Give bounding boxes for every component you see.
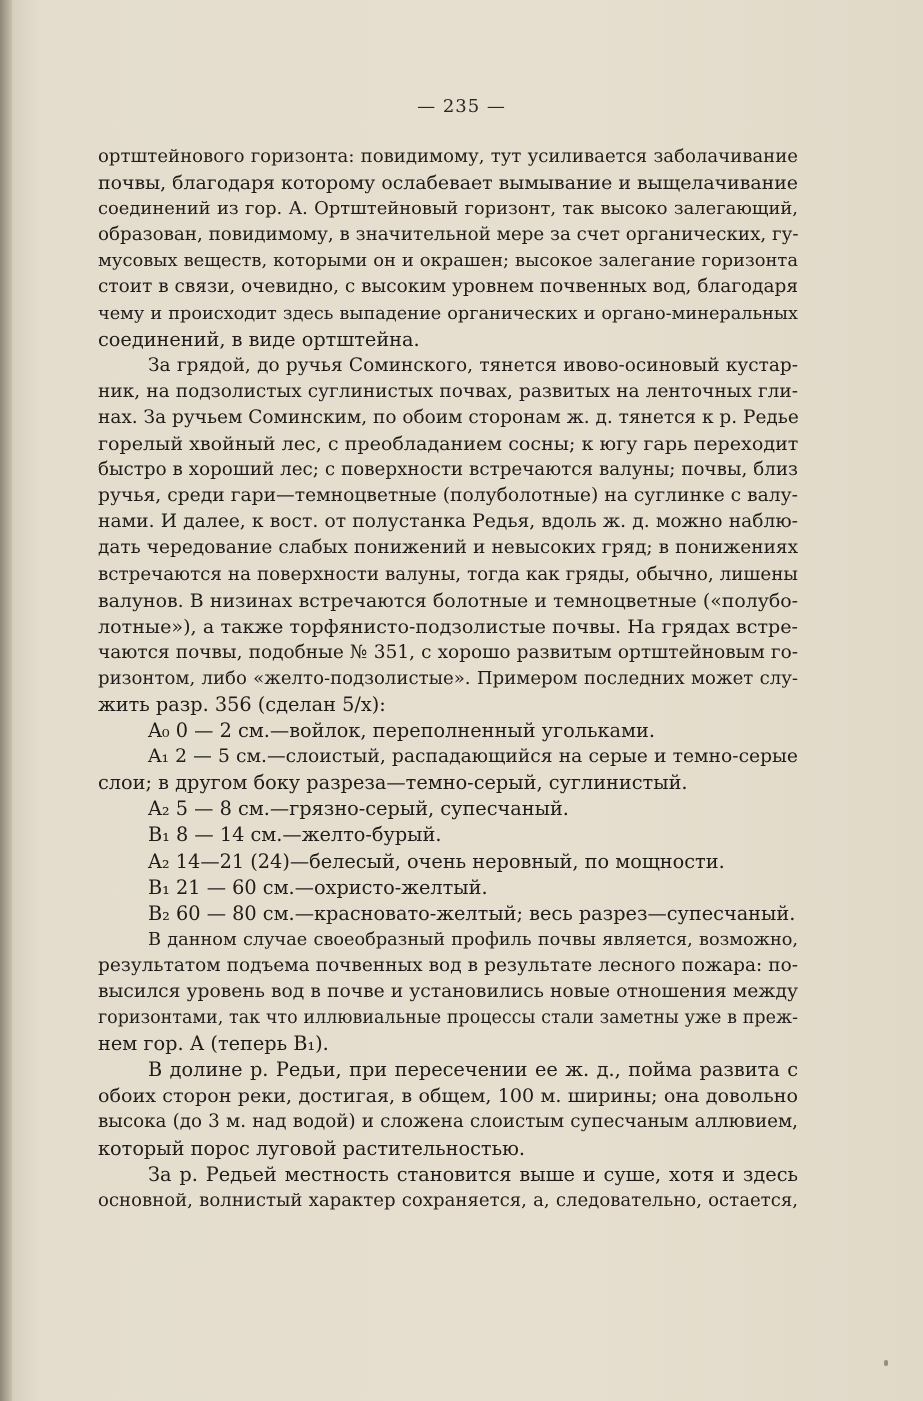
text-line: валунов. В низинах встречаются болотные и темноцветные («полубо- <box>98 589 798 612</box>
body-text <box>98 144 798 1214</box>
text-line: ник, на подзолистых суглинистых почвах, развитых на ленточных гли- <box>98 380 798 402</box>
text-line: За грядой, до ручья Соминского, тянется ивово-осиновый кустар- <box>148 354 798 376</box>
page-number: — 235 — <box>417 96 506 117</box>
profile-horizon-line: A₂ 5 — 8 см.—грязно-серый, супесчаный. <box>148 797 569 821</box>
profile-horizon-line: A₁ 2 — 5 см.—слоистый, распадающийся на серые и темно-серые <box>148 746 798 768</box>
text-line: образован, повидимому, в значительной мере за счет органических, гу- <box>98 224 799 246</box>
profile-horizon-line: A₂ 14—21 (24)—белесый, очень неровный, по мощности. <box>148 849 725 873</box>
text-line: чаются почвы, подобные № 351, с хорошо развитым ортштейновым го- <box>98 641 798 663</box>
text-line: ортштейнового горизонта: повидимому, тут усиливается заболачивание <box>98 146 798 167</box>
text-line: жить разр. 356 (сделан 5/х): <box>98 692 386 716</box>
text-line: обоих сторон реки, достигая, в общем, 100 м. ширины; она довольно <box>98 1084 798 1108</box>
text-line: ручья, среди гари—темноцветные (полуболотные) на суглинке с валу- <box>98 485 798 507</box>
paper-blemish <box>884 1360 888 1366</box>
text-line: нем гор. А (теперь B₁). <box>98 1032 329 1056</box>
text-line: встречаются на поверхности валуны, тогда как гряды, обычно, лишены <box>98 563 798 585</box>
profile-horizon-line: A₀ 0 — 2 см.—войлок, переполненный угольками. <box>148 719 656 743</box>
text-line: результатом подъема почвенных вод в результате лесного пожара: по- <box>98 954 798 976</box>
profile-horizon-line: B₁ 21 — 60 см.—охристо-желтый. <box>148 875 488 899</box>
profile-horizon-line: B₁ 8 — 14 см.—желто-бурый. <box>148 823 442 847</box>
text-line: высился уровень вод в почве и установились новые отношения между <box>98 981 798 1002</box>
text-line: дать чередование слабых понижений и невысоких гряд; в понижениях <box>98 537 798 559</box>
text-line: соединений из гор. А. Ортштейновый горизонт, так высоко залегающий, <box>98 198 798 220</box>
text-line: горелый хвойный лес, с преобладанием сосны; к югу гарь переходит <box>98 432 799 456</box>
text-line: быстро в хороший лес; с поверхности встречаются валуны; почвы, близ <box>98 459 798 481</box>
profile-horizon-line: B₂ 60 — 80 см.—красновато-желтый; весь разрез—супесчаный. <box>148 901 796 925</box>
text-line: основной, волнистый характер сохраняется, а, следовательно, остается, <box>98 1189 798 1211</box>
text-line: нах. За ручьем Соминским, по обоим сторонам ж. д. тянется к р. Редье <box>98 406 799 428</box>
profile-horizon-line: слои; в другом боку разреза—темно-серый, суглинистый. <box>98 771 688 795</box>
text-line: соединений, в виде ортштейна. <box>98 327 420 351</box>
text-line: чему и происходит здесь выпадение органических и органо-минеральных <box>98 303 798 324</box>
text-line: стоит в связи, очевидно, с высоким уровнем почвенных вод, благодаря <box>98 276 798 298</box>
page-gutter <box>0 0 12 1401</box>
text-line: мусовых веществ, которыми он и окрашен; высокое залегание горизонта <box>98 250 798 272</box>
text-line: За р. Редьей местность становится выше и суше, хотя и здесь <box>148 1162 798 1186</box>
text-line: В долине р. Редьи, при пересечении ее ж. д., пойма развита с <box>148 1058 798 1082</box>
text-line: нами. И далее, к вост. от полустанка Редья, вдоль ж. д. можно наблю- <box>98 511 798 533</box>
text-line: высока (до 3 м. над водой) и сложена слоистым супесчаным аллювием, <box>98 1111 798 1133</box>
text-line: лотные»), а также торфянисто-подзолистые почвы. На грядах встре- <box>98 614 798 638</box>
text-line: горизонтами, так что иллювиальные процессы стали заметны уже в преж- <box>98 1008 798 1029</box>
text-line: почвы, благодаря которому ослабевает вымывание и выщелачивание <box>98 172 798 195</box>
text-line: ризонтом, либо «желто-подзолистые». Примером последних может слу- <box>98 667 798 689</box>
text-line: который порос луговой растительностью. <box>98 1136 526 1160</box>
text-line: В данном случае своеобразный профиль почвы является, возможно, <box>148 929 798 950</box>
